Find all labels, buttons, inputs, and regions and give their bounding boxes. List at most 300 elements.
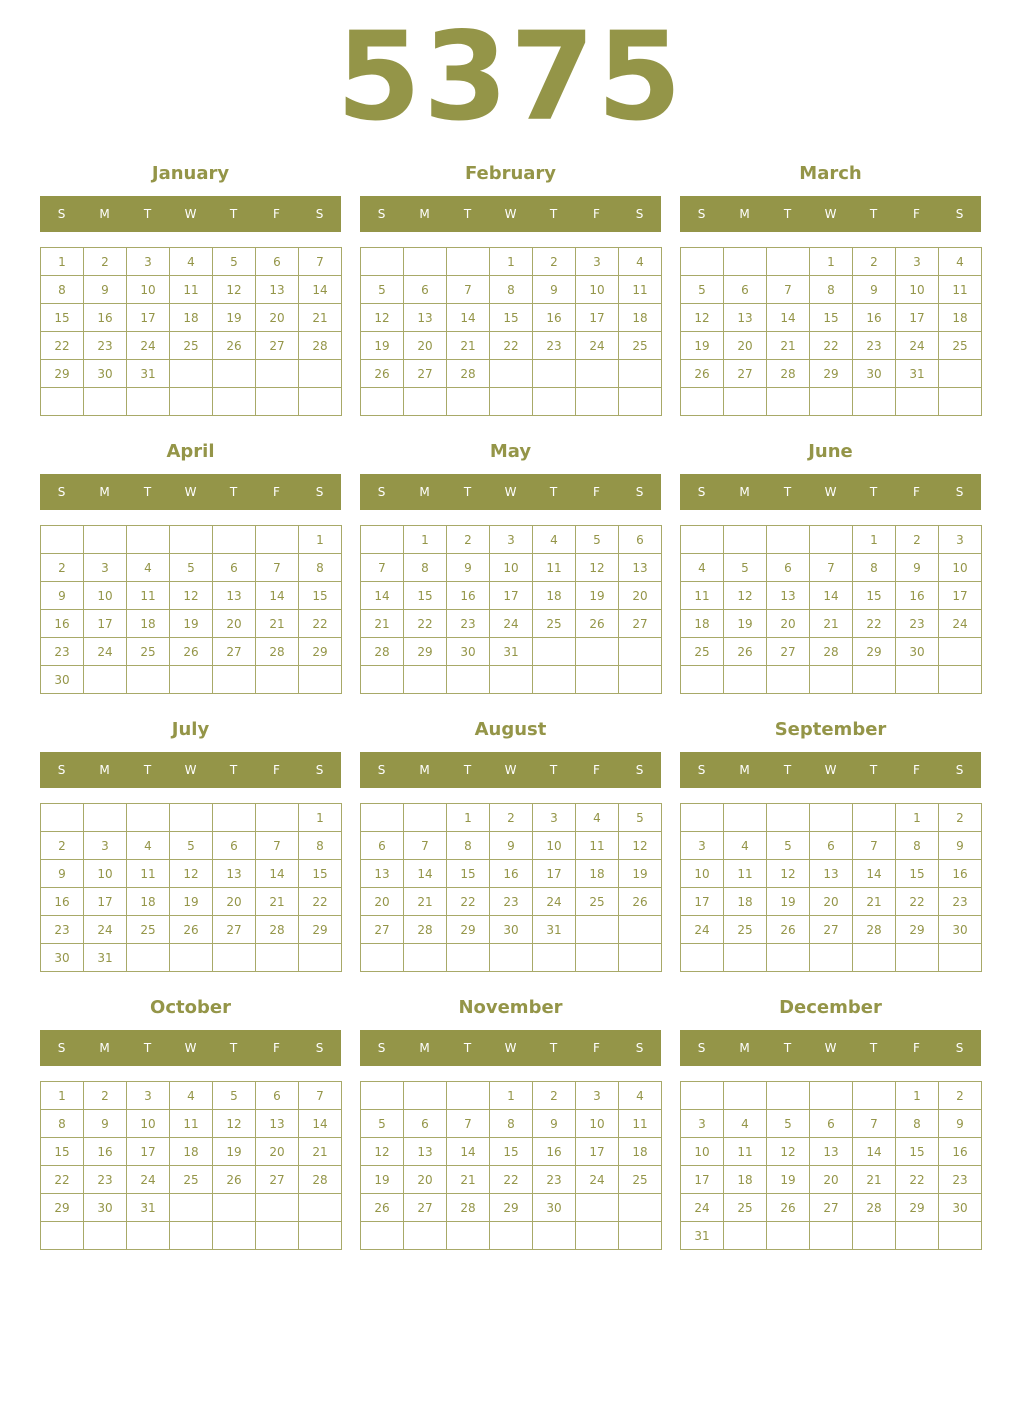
day-cell: 25: [939, 332, 982, 360]
day-cell: 17: [490, 582, 533, 610]
weekday-label: S: [377, 1041, 386, 1055]
day-cell: 8: [490, 1110, 533, 1138]
day-cell: 25: [576, 888, 619, 916]
day-cell: [853, 1082, 896, 1110]
day-cell: 15: [299, 860, 342, 888]
day-cell: 25: [681, 638, 724, 666]
day-cell: [84, 666, 127, 694]
week-row: [41, 1110, 342, 1138]
weekday-label: W: [504, 763, 517, 777]
weekday-header: [40, 196, 341, 232]
day-grid: [680, 525, 982, 694]
day-cell: 19: [170, 888, 213, 916]
day-cell: 3: [681, 1110, 724, 1138]
weekday-label: F: [913, 1041, 920, 1055]
day-cell: 7: [299, 248, 342, 276]
day-cell: 17: [84, 888, 127, 916]
day-cell: 9: [533, 276, 576, 304]
day-cell: 23: [896, 610, 939, 638]
day-cell: 16: [939, 860, 982, 888]
day-cell: 10: [576, 276, 619, 304]
day-cell: [361, 388, 404, 416]
day-cell: 26: [361, 1194, 404, 1222]
day-cell: [299, 666, 342, 694]
day-cell: 31: [127, 360, 170, 388]
day-cell: 20: [767, 610, 810, 638]
day-cell: 14: [299, 276, 342, 304]
day-cell: 5: [361, 1110, 404, 1138]
week-row: [41, 860, 342, 888]
week-row: [361, 944, 662, 972]
day-cell: [681, 248, 724, 276]
year-title: 5375: [336, 6, 684, 148]
day-cell: 8: [896, 832, 939, 860]
day-cell: 23: [84, 1166, 127, 1194]
day-cell: 18: [127, 610, 170, 638]
day-cell: 3: [490, 526, 533, 554]
week-row: [681, 1222, 982, 1250]
day-cell: [533, 388, 576, 416]
weekday-header: [680, 196, 981, 232]
day-cell: 7: [853, 832, 896, 860]
day-cell: 14: [447, 1138, 490, 1166]
day-cell: 12: [361, 1138, 404, 1166]
day-cell: 14: [447, 304, 490, 332]
day-grid: [680, 803, 982, 972]
day-cell: [896, 388, 939, 416]
day-cell: 1: [41, 1082, 84, 1110]
day-cell: 15: [447, 860, 490, 888]
day-cell: 8: [299, 832, 342, 860]
day-cell: 22: [853, 610, 896, 638]
day-cell: 26: [619, 888, 662, 916]
day-cell: [490, 388, 533, 416]
day-cell: 22: [447, 888, 490, 916]
day-cell: [896, 944, 939, 972]
day-cell: 11: [170, 276, 213, 304]
day-cell: 4: [681, 554, 724, 582]
day-cell: 14: [767, 304, 810, 332]
day-cell: 22: [404, 610, 447, 638]
day-cell: [576, 1222, 619, 1250]
day-cell: [767, 1082, 810, 1110]
day-cell: 9: [896, 554, 939, 582]
month-name: May: [489, 441, 532, 462]
day-cell: [681, 666, 724, 694]
day-cell: [490, 360, 533, 388]
day-cell: 13: [724, 304, 767, 332]
weekday-label: T: [549, 207, 558, 221]
day-cell: 28: [299, 332, 342, 360]
day-cell: 16: [939, 1138, 982, 1166]
day-cell: 9: [41, 582, 84, 610]
day-cell: 8: [299, 554, 342, 582]
day-cell: 6: [213, 832, 256, 860]
week-row: [361, 332, 662, 360]
day-cell: 16: [41, 610, 84, 638]
day-cell: 20: [724, 332, 767, 360]
weekday-label: S: [315, 485, 324, 499]
day-cell: 23: [41, 638, 84, 666]
day-cell: 24: [533, 888, 576, 916]
weekday-label: S: [635, 485, 644, 499]
day-cell: 18: [127, 888, 170, 916]
day-cell: 11: [170, 1110, 213, 1138]
weekday-label: F: [273, 485, 280, 499]
week-row: [681, 554, 982, 582]
day-cell: 27: [213, 638, 256, 666]
day-cell: 12: [724, 582, 767, 610]
day-cell: [41, 388, 84, 416]
day-cell: [810, 526, 853, 554]
month-name: February: [464, 163, 557, 184]
weekday-label: T: [229, 207, 238, 221]
day-cell: 24: [576, 332, 619, 360]
day-cell: [681, 1082, 724, 1110]
day-cell: 8: [447, 832, 490, 860]
week-row: [681, 944, 982, 972]
weekday-label: W: [184, 207, 197, 221]
day-grid: [680, 247, 982, 416]
day-cell: 20: [404, 1166, 447, 1194]
weekday-label: M: [419, 763, 430, 777]
day-cell: [361, 804, 404, 832]
day-cell: [853, 388, 896, 416]
day-cell: 27: [361, 916, 404, 944]
day-cell: 28: [404, 916, 447, 944]
day-cell: 25: [724, 1194, 767, 1222]
day-cell: 30: [896, 638, 939, 666]
day-cell: 2: [84, 248, 127, 276]
day-cell: 6: [810, 832, 853, 860]
weekday-label: T: [869, 763, 878, 777]
day-cell: 8: [896, 1110, 939, 1138]
day-cell: 27: [724, 360, 767, 388]
week-row: [681, 888, 982, 916]
day-cell: [170, 1222, 213, 1250]
day-cell: 25: [724, 916, 767, 944]
weekday-header: [360, 1030, 661, 1066]
day-cell: [84, 526, 127, 554]
week-row: [681, 304, 982, 332]
week-row: [41, 1222, 342, 1250]
day-cell: [256, 666, 299, 694]
day-cell: 12: [170, 582, 213, 610]
day-cell: 5: [681, 276, 724, 304]
weekday-label: T: [463, 207, 472, 221]
day-cell: 21: [299, 1138, 342, 1166]
weekday-label: S: [315, 763, 324, 777]
day-cell: [41, 1222, 84, 1250]
weekday-label: F: [593, 763, 600, 777]
day-cell: 29: [896, 1194, 939, 1222]
day-cell: 1: [404, 526, 447, 554]
day-cell: 28: [361, 638, 404, 666]
month-name: October: [150, 997, 231, 1018]
day-cell: [853, 1222, 896, 1250]
day-cell: [576, 360, 619, 388]
day-cell: 22: [41, 332, 84, 360]
day-cell: 8: [41, 276, 84, 304]
day-cell: 15: [404, 582, 447, 610]
day-grid: [680, 1081, 982, 1250]
day-cell: 25: [127, 916, 170, 944]
day-cell: 16: [447, 582, 490, 610]
day-cell: [724, 804, 767, 832]
day-cell: 11: [724, 1138, 767, 1166]
day-cell: 15: [853, 582, 896, 610]
week-row: [681, 1082, 982, 1110]
day-cell: 8: [490, 276, 533, 304]
day-cell: [404, 804, 447, 832]
day-cell: 9: [41, 860, 84, 888]
day-cell: 5: [170, 554, 213, 582]
day-cell: 20: [404, 332, 447, 360]
month-name: June: [808, 441, 853, 462]
day-cell: [361, 944, 404, 972]
day-cell: 2: [41, 832, 84, 860]
day-cell: 11: [127, 582, 170, 610]
weekday-label: T: [463, 1041, 472, 1055]
week-row: [361, 832, 662, 860]
day-cell: 17: [84, 610, 127, 638]
month-name: July: [171, 719, 210, 740]
day-cell: 15: [896, 1138, 939, 1166]
day-cell: 17: [896, 304, 939, 332]
day-cell: [404, 666, 447, 694]
week-row: [681, 1138, 982, 1166]
day-cell: 9: [84, 1110, 127, 1138]
day-cell: 10: [533, 832, 576, 860]
day-cell: 26: [213, 332, 256, 360]
day-cell: 14: [810, 582, 853, 610]
day-cell: 11: [127, 860, 170, 888]
day-cell: [619, 666, 662, 694]
day-cell: 19: [576, 582, 619, 610]
weekday-header: [360, 474, 661, 510]
day-cell: 13: [767, 582, 810, 610]
day-cell: [853, 804, 896, 832]
day-cell: 2: [939, 1082, 982, 1110]
day-cell: 25: [170, 332, 213, 360]
weekday-label: S: [57, 485, 66, 499]
day-cell: 18: [681, 610, 724, 638]
day-cell: 13: [213, 582, 256, 610]
day-cell: 18: [619, 304, 662, 332]
day-cell: [404, 1082, 447, 1110]
day-cell: [724, 248, 767, 276]
day-cell: [127, 944, 170, 972]
day-cell: 5: [213, 1082, 256, 1110]
day-cell: [939, 944, 982, 972]
day-cell: [256, 526, 299, 554]
weekday-label: W: [504, 207, 517, 221]
weekday-label: T: [869, 485, 878, 499]
day-cell: 5: [767, 832, 810, 860]
day-cell: 22: [490, 1166, 533, 1194]
day-grid: [360, 803, 662, 972]
weekday-label: M: [739, 1041, 750, 1055]
weekday-label: S: [315, 207, 324, 221]
day-cell: 11: [939, 276, 982, 304]
day-cell: 30: [84, 1194, 127, 1222]
week-row: [41, 554, 342, 582]
day-cell: 27: [404, 360, 447, 388]
day-cell: 5: [170, 832, 213, 860]
day-cell: 15: [41, 304, 84, 332]
day-cell: [576, 638, 619, 666]
day-cell: [170, 666, 213, 694]
day-cell: [170, 804, 213, 832]
weekday-label: F: [593, 485, 600, 499]
day-cell: 18: [533, 582, 576, 610]
weekday-label: S: [697, 763, 706, 777]
day-cell: 29: [404, 638, 447, 666]
day-cell: 29: [810, 360, 853, 388]
day-cell: 1: [490, 1082, 533, 1110]
day-cell: [213, 360, 256, 388]
day-cell: 6: [404, 276, 447, 304]
day-cell: [619, 638, 662, 666]
day-cell: 26: [767, 1194, 810, 1222]
weekday-header: [40, 752, 341, 788]
day-cell: 12: [576, 554, 619, 582]
day-grid: [40, 247, 342, 416]
month-name: September: [774, 719, 887, 740]
weekday-label: S: [377, 207, 386, 221]
day-cell: 11: [619, 1110, 662, 1138]
day-cell: [939, 388, 982, 416]
day-cell: [767, 388, 810, 416]
day-cell: [127, 526, 170, 554]
day-cell: 12: [767, 1138, 810, 1166]
day-cell: [127, 388, 170, 416]
weekday-label: M: [739, 763, 750, 777]
day-cell: 1: [810, 248, 853, 276]
day-cell: 11: [533, 554, 576, 582]
day-cell: 8: [853, 554, 896, 582]
weekday-label: M: [99, 763, 110, 777]
day-cell: 23: [490, 888, 533, 916]
day-cell: [619, 916, 662, 944]
weekday-label: M: [99, 485, 110, 499]
day-cell: 6: [724, 276, 767, 304]
day-cell: 4: [127, 832, 170, 860]
day-cell: 3: [576, 248, 619, 276]
day-cell: 7: [361, 554, 404, 582]
day-cell: 16: [533, 304, 576, 332]
weekday-label: S: [635, 763, 644, 777]
day-cell: [361, 666, 404, 694]
day-cell: [724, 526, 767, 554]
day-cell: 4: [170, 1082, 213, 1110]
week-row: [681, 582, 982, 610]
week-row: [41, 1166, 342, 1194]
day-cell: [681, 526, 724, 554]
week-row: [361, 1082, 662, 1110]
day-cell: [299, 1194, 342, 1222]
day-cell: 30: [853, 360, 896, 388]
day-cell: 14: [361, 582, 404, 610]
weekday-label: S: [697, 207, 706, 221]
day-cell: [256, 804, 299, 832]
day-grid: [40, 803, 342, 972]
day-cell: 1: [896, 1082, 939, 1110]
day-cell: 3: [896, 248, 939, 276]
weekday-label: S: [955, 207, 964, 221]
day-cell: 24: [84, 916, 127, 944]
day-cell: 10: [127, 276, 170, 304]
week-row: [41, 610, 342, 638]
day-cell: 1: [299, 526, 342, 554]
week-row: [681, 916, 982, 944]
day-cell: 21: [447, 332, 490, 360]
day-cell: 2: [447, 526, 490, 554]
weekday-label: T: [229, 763, 238, 777]
day-grid: [40, 1081, 342, 1250]
day-cell: 9: [939, 832, 982, 860]
day-cell: 21: [256, 610, 299, 638]
day-cell: [170, 388, 213, 416]
day-cell: 9: [939, 1110, 982, 1138]
day-cell: [533, 638, 576, 666]
day-cell: 3: [533, 804, 576, 832]
weekday-label: S: [57, 1041, 66, 1055]
day-grid: [360, 247, 662, 416]
day-cell: [810, 666, 853, 694]
day-cell: 3: [681, 832, 724, 860]
week-row: [681, 1166, 982, 1194]
week-row: [681, 360, 982, 388]
week-row: [361, 610, 662, 638]
weekday-header: [360, 752, 661, 788]
day-cell: [213, 1222, 256, 1250]
weekday-header: [40, 474, 341, 510]
day-cell: 7: [853, 1110, 896, 1138]
day-cell: 12: [361, 304, 404, 332]
weekday-label: T: [143, 485, 152, 499]
day-cell: [939, 1222, 982, 1250]
day-cell: [576, 944, 619, 972]
day-cell: 2: [896, 526, 939, 554]
day-cell: 19: [619, 860, 662, 888]
week-row: [681, 388, 982, 416]
day-cell: 13: [810, 860, 853, 888]
week-row: [41, 638, 342, 666]
week-row: [361, 888, 662, 916]
day-cell: 20: [361, 888, 404, 916]
day-cell: [810, 1082, 853, 1110]
week-row: [361, 526, 662, 554]
day-cell: 16: [896, 582, 939, 610]
day-cell: [619, 1194, 662, 1222]
day-cell: 5: [724, 554, 767, 582]
day-cell: 21: [810, 610, 853, 638]
day-cell: [84, 804, 127, 832]
weekday-label: T: [783, 485, 792, 499]
week-row: [361, 860, 662, 888]
weekday-label: F: [273, 1041, 280, 1055]
week-row: [361, 1166, 662, 1194]
day-cell: [256, 360, 299, 388]
week-row: [41, 804, 342, 832]
day-cell: 29: [447, 916, 490, 944]
day-cell: 13: [256, 1110, 299, 1138]
day-cell: 27: [810, 1194, 853, 1222]
day-cell: 12: [767, 860, 810, 888]
day-cell: [84, 388, 127, 416]
day-cell: 11: [724, 860, 767, 888]
